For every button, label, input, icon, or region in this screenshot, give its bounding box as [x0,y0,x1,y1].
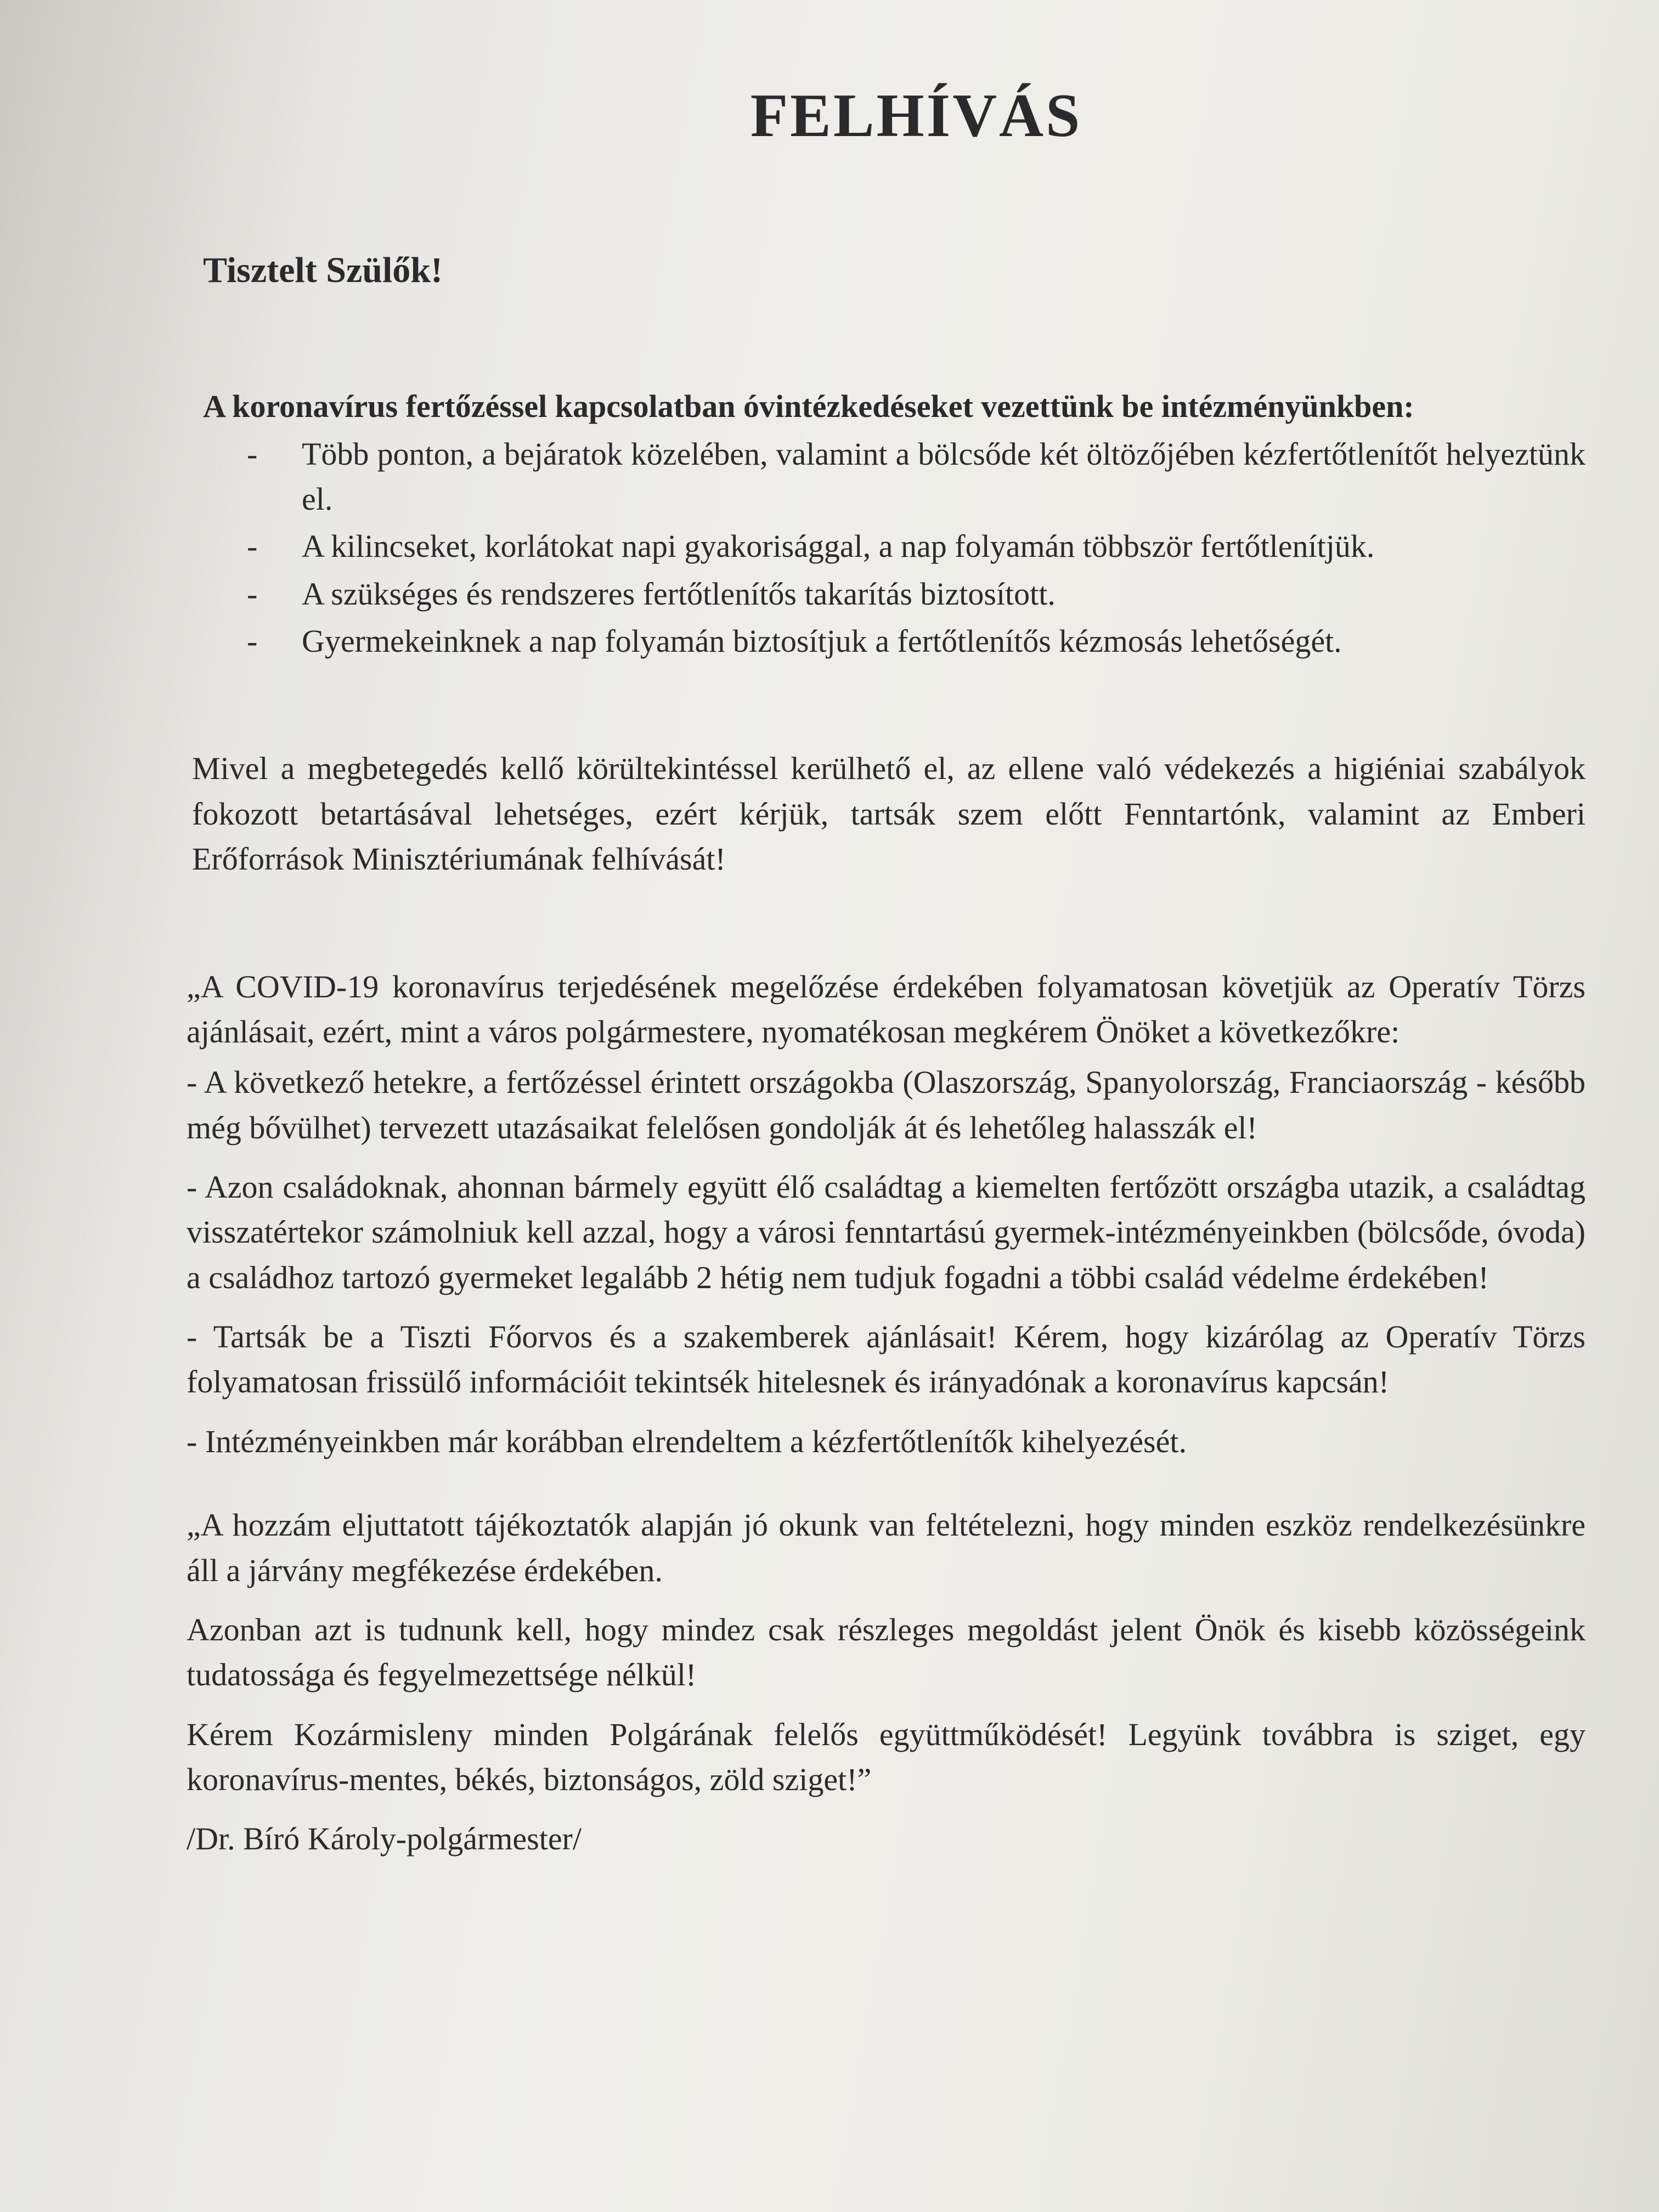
quote-paragraph-tools: „A hozzám eljuttatott tájékoztatók alapján jó okunk van feltételezni, hogy minden eszköz rendelkezésünkre áll a járvány megfékezése érdekében. [187,1507,1585,1588]
quote-point-families: - Azon családoknak, ahonnan bármely együtt élő családtag a kiemelten fertőzött országba utazik, a családtag visszatértekor számolniuk kell azzal, hogy a városi fenntartású gyermek-intézményeinkben (bölcsőde, óvoda) a családhoz tartozó gyermeket legalább 2 hétig nem tudjuk fogadni a többi család védelme érdekében! [187,1169,1585,1295]
measure-item [247,432,1585,522]
measure-text: Több ponton, a bejáratok közelében, valamint a bölcsőde két öltözőjében kézfertőtlenítőt helyeztünk el. [302,436,1585,517]
quote-opening: „A COVID-19 koronavírus terjedésének megelőzése érdekében folyamatosan követjük az Operatív Törzs ajánlásait, ezért, mint a város polgármestere, nyomatékosan megkérem Önöket a következőkre: [187,968,1585,1049]
measures-list [181,432,1585,664]
list-dash: - [247,528,258,565]
measure-text: Gyermekeinknek a nap folyamán biztosítjuk a fertőtlenítős kézmosás lehetőségét. [302,623,1342,659]
measures-intro: A koronavírus fertőzéssel kapcsolatban óvintézkedéseket vezettünk be intézményünkben: [203,388,1414,425]
list-dash: - [247,623,258,659]
notice-sheet [181,82,1585,1861]
measure-item [247,572,1585,617]
measure-text: A szükséges és rendszeres fertőtlenítős takarítás biztosított. [302,575,1056,612]
notice-title: FELHÍVÁS [750,82,1082,150]
salutation: Tisztelt Szülők! [203,250,443,291]
quote-paragraph-awareness: Azonban azt is tudnunk kell, hogy mindez csak részleges megoldást jelent Önök és kisebb közösségeink tudatossága és fegyelmezettsége nélkül! [187,1611,1585,1693]
list-dash: - [247,436,258,472]
measure-item [247,619,1585,664]
mayor-quote [187,964,1585,1861]
quote-paragraph-cooperation: Kérem Kozármisleny minden Polgárának felelős együttműködését! Legyünk továbbra is sziget, egy koronavírus-mentes, békés, biztonságos, zöld sziget!” [187,1716,1585,1797]
quote-point-sanitizers: - Intézményeinkben már korábban elrendeltem a kézfertőtlenítők kihelyezését. [187,1423,1187,1459]
list-dash: - [247,575,258,612]
measure-text: A kilincseket, korlátokat napi gyakorisággal, a nap folyamán többször fertőtlenítjük. [302,528,1375,565]
quote-point-travel: - A következő hetekre, a fertőzéssel érintett országokba (Olaszország, Spanyolország, Franciaország - később még bővülhet) tervezett utazásaikat felelősen gondolják át és lehetőleg halasszák el! [187,1064,1585,1146]
measure-item [247,524,1585,569]
hygiene-paragraph: Mivel a megbetegedés kellő körültekintéssel kerülhető el, az ellene való védekezés a higiéniai szabályok fokozott betartásával lehetséges, ezért kérjük, tartsák szem előtt Fenntartónk, valamint az Emberi Erőforrások Minisztériumának felhívását! [192,751,1585,877]
quote-point-officials: - Tartsák be a Tiszti Főorvos és a szakemberek ajánlásait! Kérem, hogy kizárólag az Operatív Törzs folyamatosan frissülő információit tekintsék hitelesnek és irányadónak a koronavírus kapcsán! [187,1319,1585,1400]
signature: /Dr. Bíró Károly-polgármester/ [187,1821,582,1857]
